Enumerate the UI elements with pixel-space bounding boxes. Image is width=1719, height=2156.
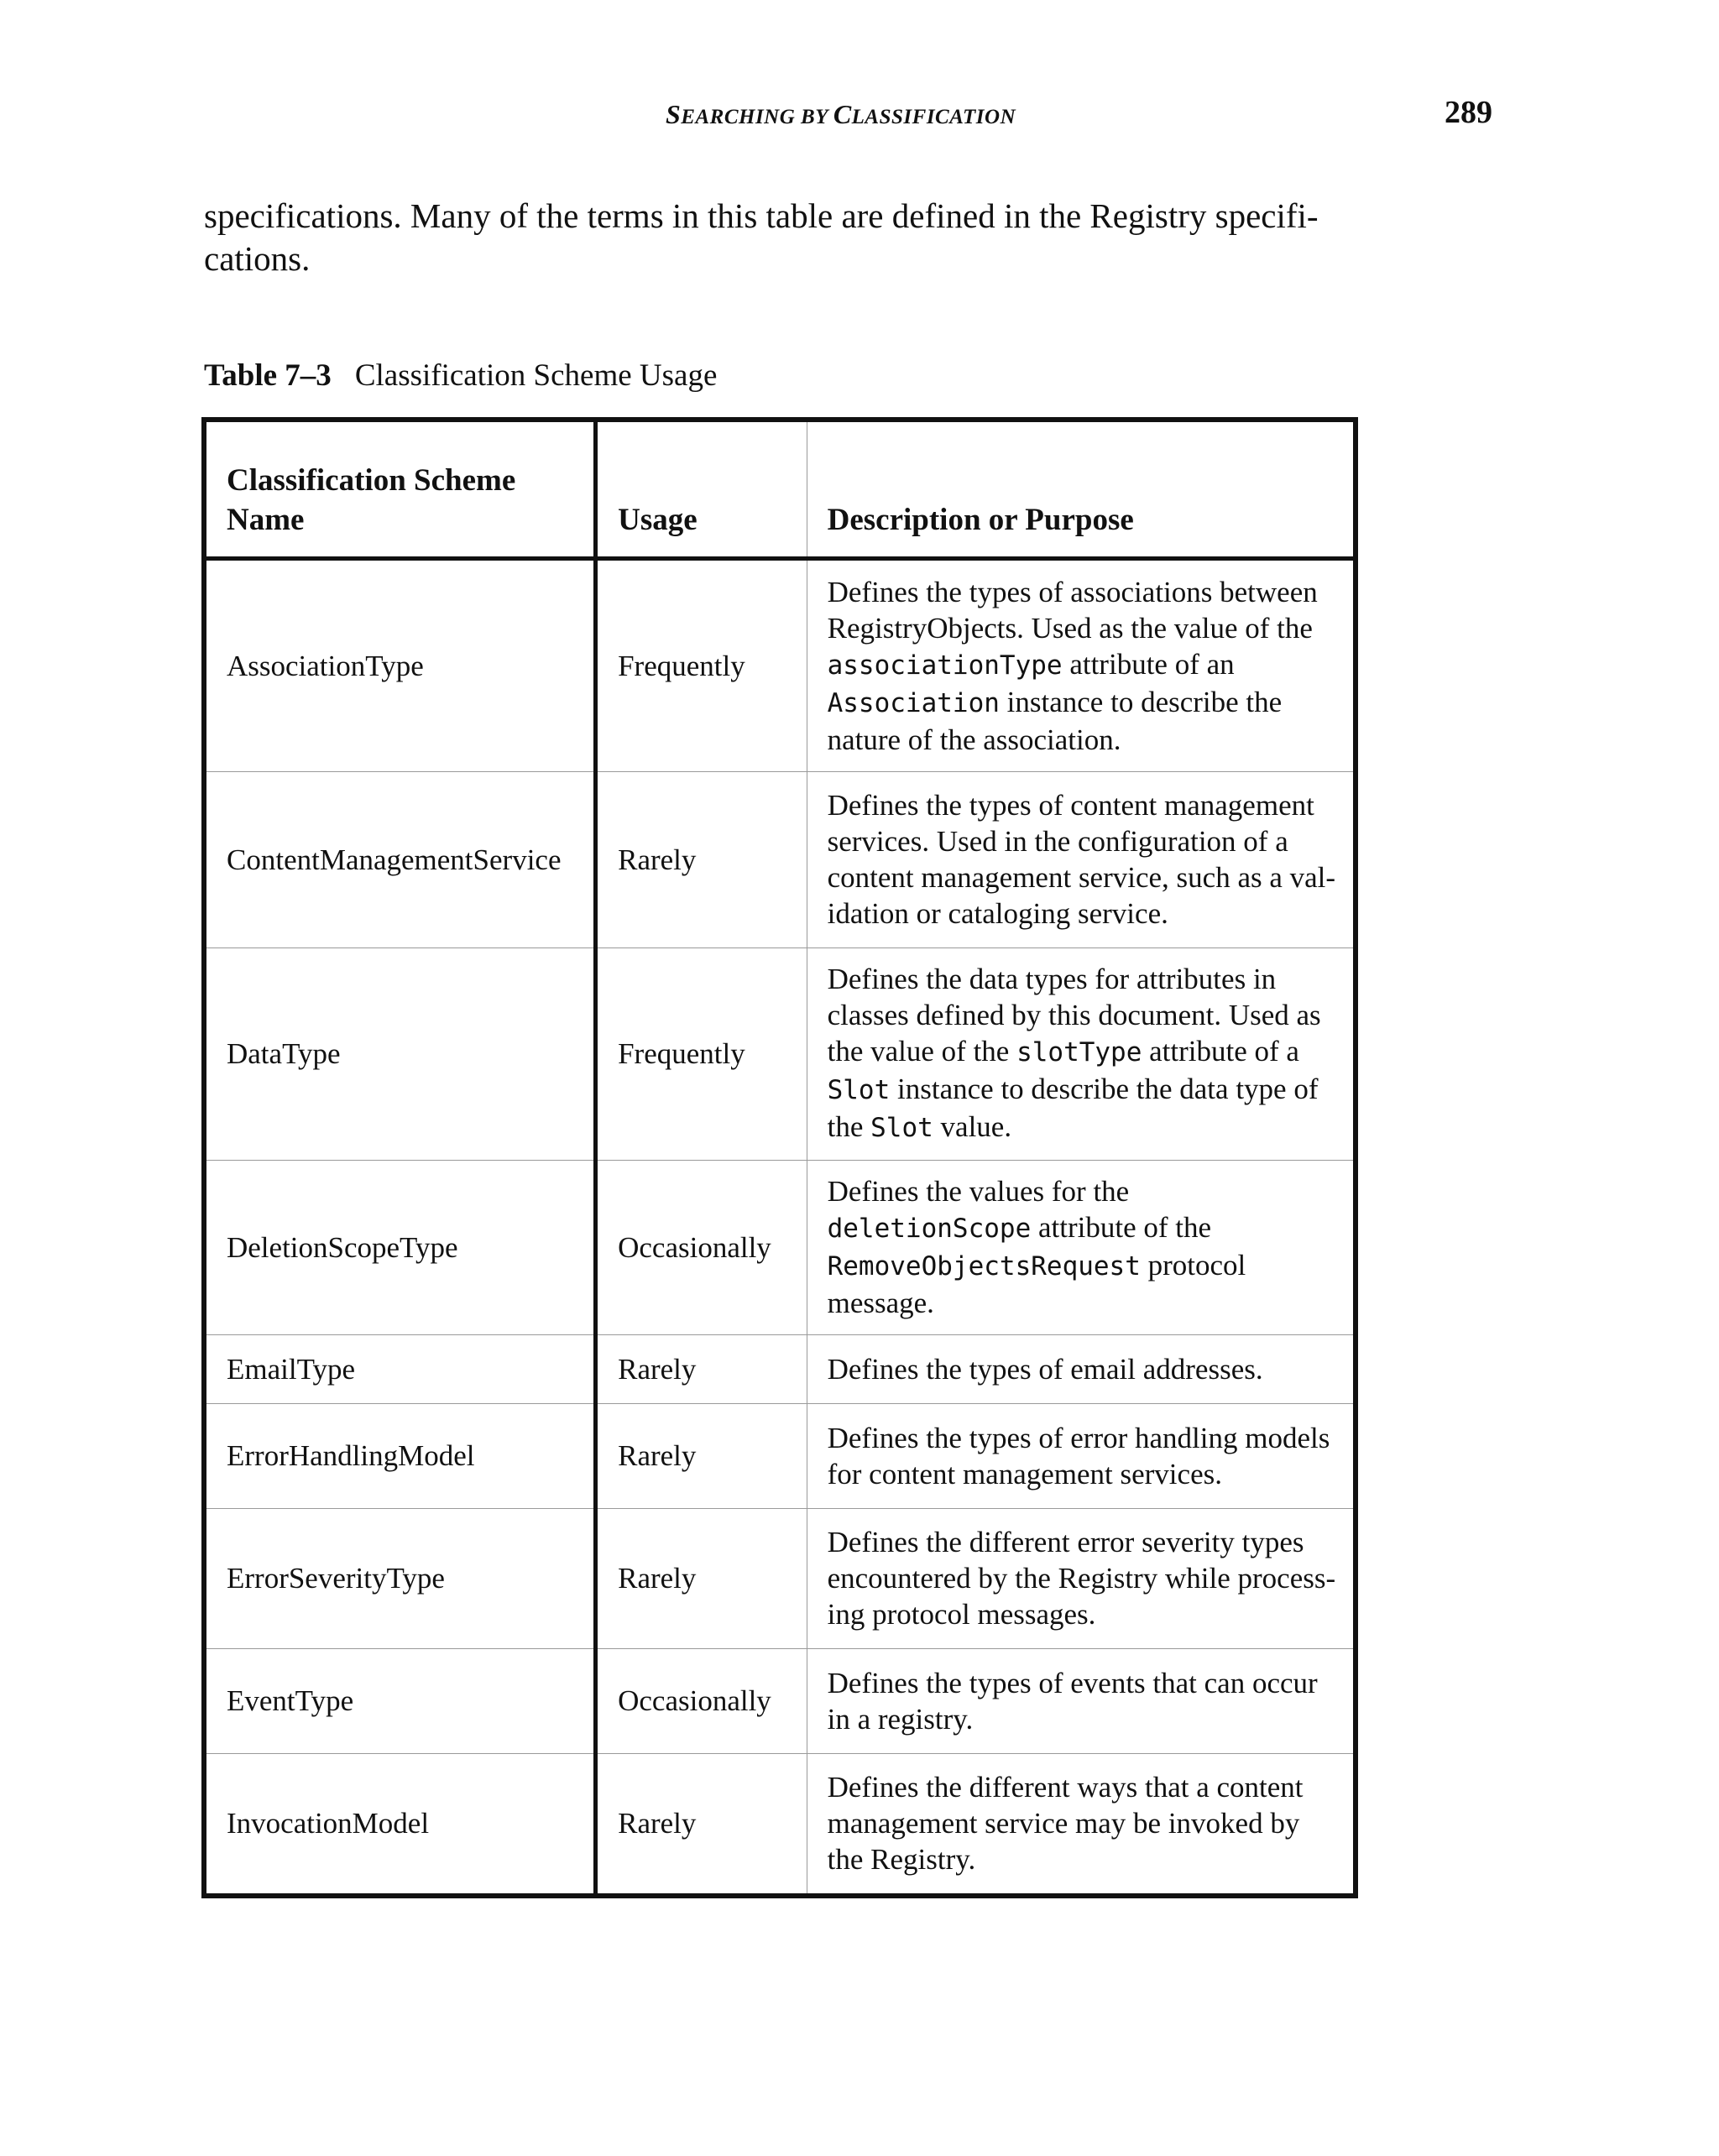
cell-description: [807, 1509, 1356, 1649]
cell-scheme-name: ContentManagementService: [204, 772, 596, 948]
running-head-title: [666, 99, 1016, 130]
running-head: [0, 95, 1719, 141]
code-term: Slot: [870, 1113, 933, 1143]
cell-description: [807, 772, 1356, 948]
cell-scheme-name: EventType: [204, 1649, 596, 1754]
cell-description: [807, 1161, 1356, 1335]
table-caption-title: Classification Scheme Usage: [354, 358, 718, 393]
cell-usage: Frequently: [596, 948, 807, 1161]
cell-scheme-name: ErrorHandlingModel: [204, 1404, 596, 1509]
intro-paragraph: specifications. Many of the terms in this table are defined in the Registry specifi-cations.: [204, 196, 1319, 278]
description-text: attribute of a: [1142, 1035, 1299, 1068]
cell-usage: Rarely: [596, 1509, 807, 1649]
table-caption-number: Table 7–3: [204, 358, 332, 393]
page-number: 289: [1445, 95, 1492, 130]
table-header-row: [204, 420, 1356, 559]
table-caption: [204, 358, 717, 394]
description-text: value.: [933, 1110, 1012, 1143]
table-row: [204, 1404, 1356, 1509]
description-text: Defines the types of associations between RegistryObjects. Used as the value of the: [827, 575, 1318, 645]
description-text: Defines the types of email addresses.: [827, 1352, 1263, 1386]
classification-scheme-table: [201, 417, 1358, 1898]
cell-usage: Occasionally: [596, 1161, 807, 1335]
cell-scheme-name: DeletionScopeType: [204, 1161, 596, 1335]
description-text: instance to describe the nature of the association.: [827, 685, 1283, 756]
description-text: instance to describe the data type of the: [827, 1073, 1319, 1143]
description-text: Defines the data types for attributes in classes defined by this document. Used as the value of the: [827, 963, 1321, 1068]
cell-description: [807, 1335, 1356, 1404]
description-text: attribute of an: [1062, 647, 1235, 681]
cell-usage: Rarely: [596, 1754, 807, 1897]
description-text: Defines the types of content management services. Used in the configuration of a content management service, such as a val-idation or cataloging service.: [827, 789, 1336, 930]
running-head-title-part: EARCHING BY: [681, 106, 833, 128]
description-text: Defines the different error severity types encountered by the Registry while process-ing protocol messages.: [827, 1526, 1336, 1631]
code-term: slotType: [1016, 1037, 1142, 1068]
running-head-title-part: S: [666, 99, 682, 129]
description-text: attribute of the: [1031, 1211, 1212, 1244]
code-term: RemoveObjectsRequest: [827, 1251, 1141, 1282]
description-text: Defines the types of error handling models for content management services.: [827, 1421, 1330, 1490]
table-row: [204, 1161, 1356, 1335]
cell-description: [807, 559, 1356, 772]
description-text: Defines the values for the: [827, 1175, 1130, 1208]
cell-usage: Frequently: [596, 559, 807, 772]
cell-scheme-name: AssociationType: [204, 559, 596, 772]
code-term: associationType: [827, 650, 1063, 681]
cell-scheme-name: ErrorSeverityType: [204, 1509, 596, 1649]
table-row: [204, 948, 1356, 1161]
table-row: [204, 1335, 1356, 1404]
table-row: [204, 1754, 1356, 1897]
header-description: Description or Purpose: [807, 420, 1356, 559]
cell-usage: Occasionally: [596, 1649, 807, 1754]
code-term: Association: [827, 687, 1000, 718]
cell-description: [807, 1404, 1356, 1509]
table-row: [204, 559, 1356, 772]
cell-description: [807, 1754, 1356, 1897]
cell-description: [807, 1649, 1356, 1754]
header-usage: Usage: [596, 420, 807, 559]
table-row: [204, 772, 1356, 948]
running-head-title-part: LASSIFICATION: [851, 106, 1016, 128]
header-scheme-name: Classification Scheme Name: [204, 420, 596, 559]
cell-scheme-name: EmailType: [204, 1335, 596, 1404]
running-head-title-part: C: [833, 99, 852, 129]
cell-scheme-name: InvocationModel: [204, 1754, 596, 1897]
table-row: [204, 1649, 1356, 1754]
code-term: deletionScope: [827, 1214, 1032, 1244]
cell-usage: Rarely: [596, 1335, 807, 1404]
description-text: protocol message.: [827, 1249, 1246, 1319]
cell-usage: Rarely: [596, 1404, 807, 1509]
description-text: Defines the different ways that a content management service may be invoked by the Registry.: [827, 1771, 1304, 1876]
cell-description: [807, 948, 1356, 1161]
code-term: Slot: [827, 1075, 891, 1105]
cell-scheme-name: DataType: [204, 948, 596, 1161]
description-text: Defines the types of events that can occur in a registry.: [827, 1666, 1318, 1736]
table-row: [204, 1509, 1356, 1649]
table-body: [204, 559, 1356, 1897]
cell-usage: Rarely: [596, 772, 807, 948]
